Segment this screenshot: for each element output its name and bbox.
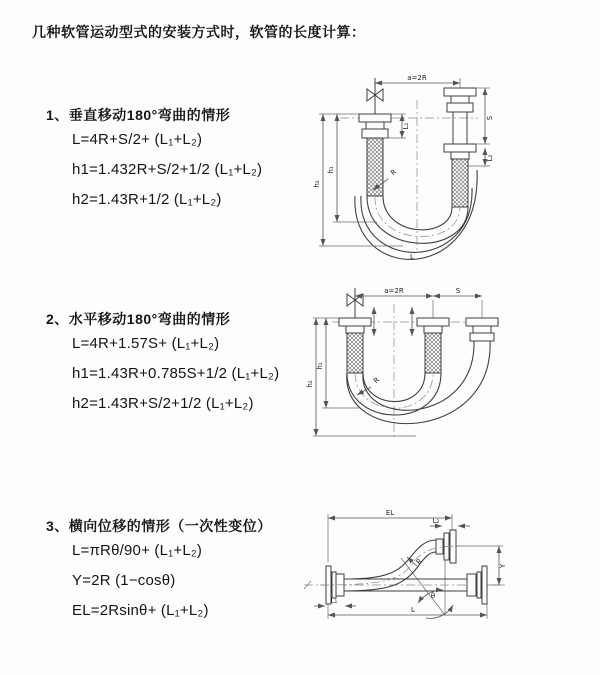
left-flange bbox=[359, 114, 391, 122]
dim-h1-label: h₁ bbox=[316, 362, 324, 370]
right-flange-stub bbox=[467, 574, 476, 596]
theta-label: θ bbox=[430, 592, 436, 600]
hose-outline-displaced bbox=[344, 540, 436, 579]
diagram-horizontal-180-bend bbox=[306, 286, 600, 454]
section-1 bbox=[46, 105, 262, 215]
dim-el-label: EL bbox=[385, 509, 395, 517]
theta-arc bbox=[426, 605, 453, 618]
diagram-lateral-displacement bbox=[300, 502, 598, 647]
section-1-formula-h2: h2=1.43R+1/2 (L₁+L₂) bbox=[72, 191, 222, 208]
section-2-heading: 2、水平移动180°弯曲的情形 bbox=[46, 311, 231, 327]
dim-s-label: S bbox=[486, 115, 494, 121]
right-flange bbox=[482, 566, 487, 604]
hose-centerline bbox=[375, 196, 460, 237]
length-label: L bbox=[410, 253, 414, 261]
section-1-formula-h1: h1=1.432R+S/2+1/2 (L₁+L₂) bbox=[72, 161, 263, 178]
section-2 bbox=[46, 309, 279, 419]
section-1-formula-l: L=4R+S/2+ (L₁+L₂) bbox=[72, 131, 203, 148]
hose-outline-displaced bbox=[347, 341, 490, 424]
dim-h1-label: h₁ bbox=[327, 166, 335, 174]
middle-braid bbox=[425, 333, 441, 373]
section-3-formula-y: Y=2R (1−cosθ) bbox=[72, 572, 176, 589]
section-3-heading: 3、横向位移的情形（一次性变位） bbox=[46, 518, 272, 534]
dim-a2r-label: a=2R bbox=[407, 74, 427, 82]
dim-l1-label: L₁ bbox=[330, 597, 338, 605]
page-title: 几种软管运动型式的安装方式时，软管的长度计算： bbox=[32, 24, 366, 40]
middle-flange-neck bbox=[424, 326, 442, 333]
hose-outline bbox=[383, 196, 452, 230]
left-braid bbox=[367, 138, 383, 196]
left-braid bbox=[347, 333, 363, 373]
right-flange-lower bbox=[444, 144, 476, 152]
right-flange-lower-neck bbox=[451, 152, 469, 159]
right-flange-upper bbox=[444, 88, 476, 96]
radius-label: R bbox=[372, 375, 382, 386]
dim-h2-label: h₂ bbox=[306, 380, 314, 388]
dim-h2-label: h₂ bbox=[313, 180, 321, 188]
right-flange-collar bbox=[470, 333, 494, 341]
section-2-formula-l: L=4R+1.57S+ (L₁+L₂) bbox=[72, 335, 220, 352]
section-2-formula-h1: h1=1.43R+0.785S+1/2 (L₁+L₂) bbox=[72, 365, 280, 382]
diagram-vertical-180-bend bbox=[315, 70, 590, 262]
hose-outline-displaced bbox=[363, 341, 474, 410]
dim-l2-label: L₂ bbox=[486, 154, 494, 162]
dim-l-label: L bbox=[411, 606, 415, 614]
left-flange-neck bbox=[366, 122, 384, 129]
right-flange-upper-neck bbox=[451, 96, 469, 103]
dim-l1-label: L₁ bbox=[402, 122, 410, 130]
left-flange-neck bbox=[346, 326, 364, 333]
radius-label: R bbox=[389, 167, 399, 178]
right-braid bbox=[452, 159, 468, 207]
dim-s-label: S bbox=[455, 287, 461, 295]
radius-label: R bbox=[414, 557, 425, 567]
left-flange-collar bbox=[362, 129, 388, 138]
dim-a2r-label: a=2R bbox=[384, 287, 404, 295]
section-2-formula-h2: h2=1.43R+S/2+1/2 (L₁+L₂) bbox=[72, 395, 254, 412]
right-flange bbox=[477, 572, 481, 598]
construction-line bbox=[401, 558, 445, 615]
section-3 bbox=[46, 516, 272, 626]
dim-l2-label: L₂ bbox=[432, 517, 440, 525]
section-1-heading: 1、垂直移动180°弯曲的情形 bbox=[46, 107, 231, 123]
right-flange-upper-collar bbox=[447, 103, 473, 112]
middle-flange bbox=[417, 318, 449, 326]
section-3-formula-el: EL=2Rsinθ+ (L₁+L₂) bbox=[72, 602, 209, 619]
dim-y-label: Y bbox=[499, 563, 507, 569]
right-flange bbox=[466, 318, 498, 326]
displaced-flange-stub bbox=[436, 539, 443, 554]
right-flange-neck bbox=[473, 326, 491, 333]
left-flange bbox=[339, 318, 371, 326]
section-3-formula-l: L=πRθ/90+ (L₁+L₂) bbox=[72, 542, 203, 559]
